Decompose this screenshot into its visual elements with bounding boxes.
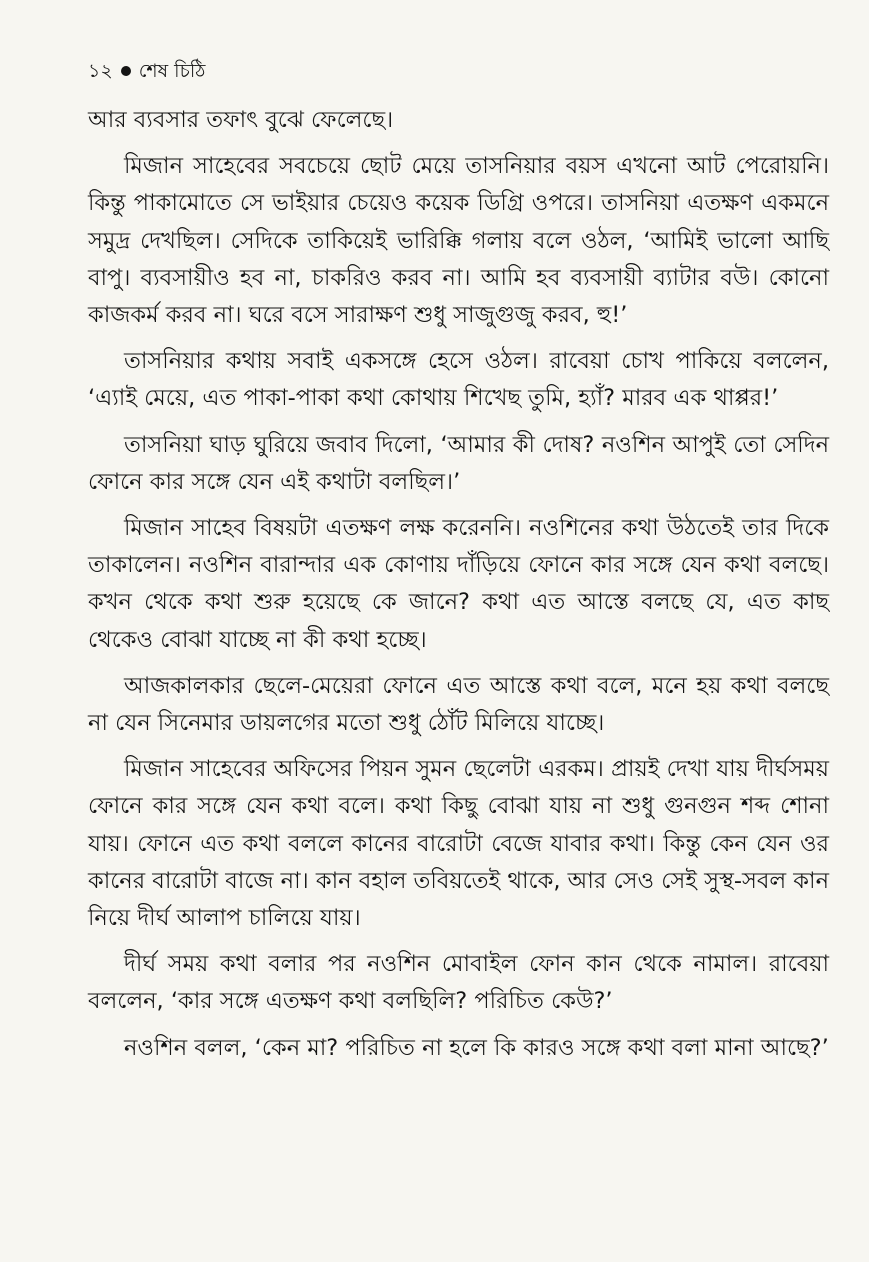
paragraph: তাসনিয়ার কথায় সবাই একসঙ্গে হেসে ওঠল। রাবেয়া চোখ পাকিয়ে বললেন, ‘এ্যাই মেয়ে, এত পাকা-পাকা কথা কোথায় শিখেছ তুমি, হ্যাঁ? মারব এক থাপ্পর!’ [88, 348, 829, 412]
book-title: শেষ চিঠি [138, 60, 206, 82]
paragraph: মিজান সাহেবের অফিসের পিয়ন সুমন ছেলেটা এরকম। প্রায়ই দেখা যায় দীর্ঘসময় ফোনে কার সঙ্গে যেন কথা বলে। কথা কিছু বোঝা যায় না শুধু গুনগুন শব্দ শোনা যায়। ফোনে এত কথা বললে কানের বারোটা বেজে যাবার কথা। কিন্তু কেন যেন ওর কানের বারোটা বাজে না। কান বহাল তবিয়তেই থাকে, আর সেও সেই সুস্থ-সবল কান নিয়ে দীর্ঘ আলাপ চালিয়ে যায়। [88, 756, 829, 932]
paragraph: আর ব্যবসার তফাৎ বুঝে ফেলেছে। [88, 107, 394, 133]
paragraph: তাসনিয়া ঘাড় ঘুরিয়ে জবাব দিলো, ‘আমার কী দোষ? নওশিন আপুই তো সেদিন ফোনে কার সঙ্গে যেন এই কথাটা বলছিল।’ [88, 431, 829, 495]
paragraph: দীর্ঘ সময় কথা বলার পর নওশিন মোবাইল ফোন কান থেকে নামাল। রাবেয়া বললেন, ‘কার সঙ্গে এতক্ষণ কথা বলছিলি? পরিচিত কেউ?’ [88, 951, 829, 1015]
paragraph: মিজান সাহেব বিষয়টা এতক্ষণ লক্ষ করেননি। নওশিনের কথা উঠতেই তার দিকে তাকালেন। নওশিন বারান্দার এক কোণায় দাঁড়িয়ে ফোনে কার সঙ্গে যেন কথা বলছে। কখন থেকে কথা শুরু হয়েছে কে জানে? কথা এত আস্তে বলছে যে, এত কাছ থেকেও বোঝা যাচ্ছে না কী কথা হচ্ছে। [88, 515, 829, 653]
bullet-icon [121, 66, 131, 76]
page-header [88, 58, 829, 84]
page-body [88, 102, 829, 1067]
paragraph: আজকালকার ছেলে-মেয়েরা ফোনে এত আস্তে কথা বলে, মনে হয় কথা বলছে না যেন সিনেমার ডায়লগের মতো শুধু ঠোঁট মিলিয়ে যাচ্ছে। [88, 672, 829, 737]
paragraph: নওশিন বলল, ‘কেন মা? পরিচিত না হলে কি কারও সঙ্গে কথা বলা মানা আছে?’ [124, 1034, 829, 1061]
page-number: ১২ [88, 60, 113, 82]
paragraph: মিজান সাহেবের সবচেয়ে ছোট মেয়ে তাসনিয়ার বয়স এখনো আট পেরোয়নি। কিন্তু পাকামোতে সে ভাইয়ার চেয়েও কয়েক ডিগ্রি ওপরে। তাসনিয়া এতক্ষণ একমনে সমুদ্র দেখছিল। সেদিকে তাকিয়েই ভারিক্কি গলায় বলে ওঠল, ‘আমিই ভালো আছি বাপু। ব্যবসায়ীও হব না, চাকরিও করব না। আমি হব ব্যবসায়ী ব্যাটার বউ। কোনো কাজকর্ম করব না। ঘরে বসে সারাক্ষণ শুধু সাজুগুজু করব, হু!’ [88, 153, 829, 329]
